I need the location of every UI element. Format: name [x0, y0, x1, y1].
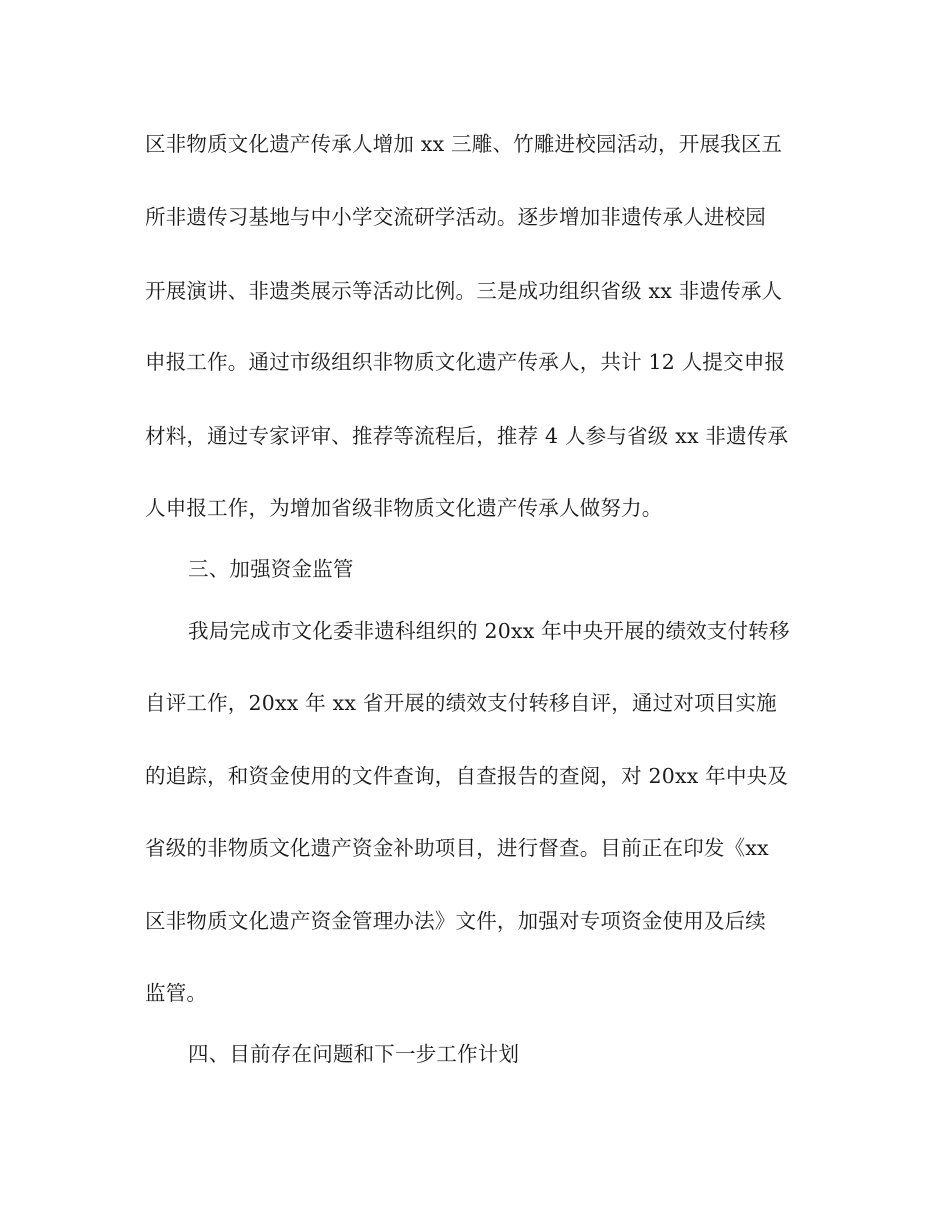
paragraph-line: 的追踪，和资金使用的文件查询，自查报告的查阅，对 20xx 年中央及: [145, 764, 789, 788]
paragraph-line: 省级的非物质文化遗产资金补助项目，进行督查。目前正在印发《xx: [145, 836, 769, 860]
section-heading: 三、加强资金监管: [188, 557, 354, 581]
paragraph-line: 监管。: [145, 981, 208, 1005]
paragraph-line: 区非物质文化遗产资金管理办法》文件，加强对专项资金使用及后续: [145, 909, 766, 933]
paragraph-line: 区非物质文化遗产传承人增加 xx 三雕、竹雕进校园活动，开展我区五: [145, 132, 783, 156]
paragraph-line: 自评工作，20xx 年 xx 省开展的绩效支付转移自评，通过对项目实施: [145, 691, 777, 715]
paragraph-line: 我局完成市文化委非遗科组织的 20xx 年中央开展的绩效支付转移: [188, 619, 790, 643]
section-heading: 四、目前存在问题和下一步工作计划: [188, 1042, 520, 1066]
paragraph-line: 所非遗传习基地与中小学交流研学活动。逐步增加非遗传承人进校园: [145, 205, 766, 229]
paragraph-line: 材料，通过专家评审、推荐等流程后，推荐 4 人参与省级 xx 非遗传承: [145, 424, 789, 448]
paragraph-line: 人申报工作，为增加省级非物质文化遗产传承人做努力。: [145, 496, 663, 520]
paragraph-line: 申报工作。通过市级组织非物质文化遗产传承人，共计 12 人提交申报: [145, 350, 786, 374]
paragraph-line: 开展演讲、非遗类展示等活动比例。三是成功组织省级 xx 非遗传承人: [145, 279, 783, 303]
